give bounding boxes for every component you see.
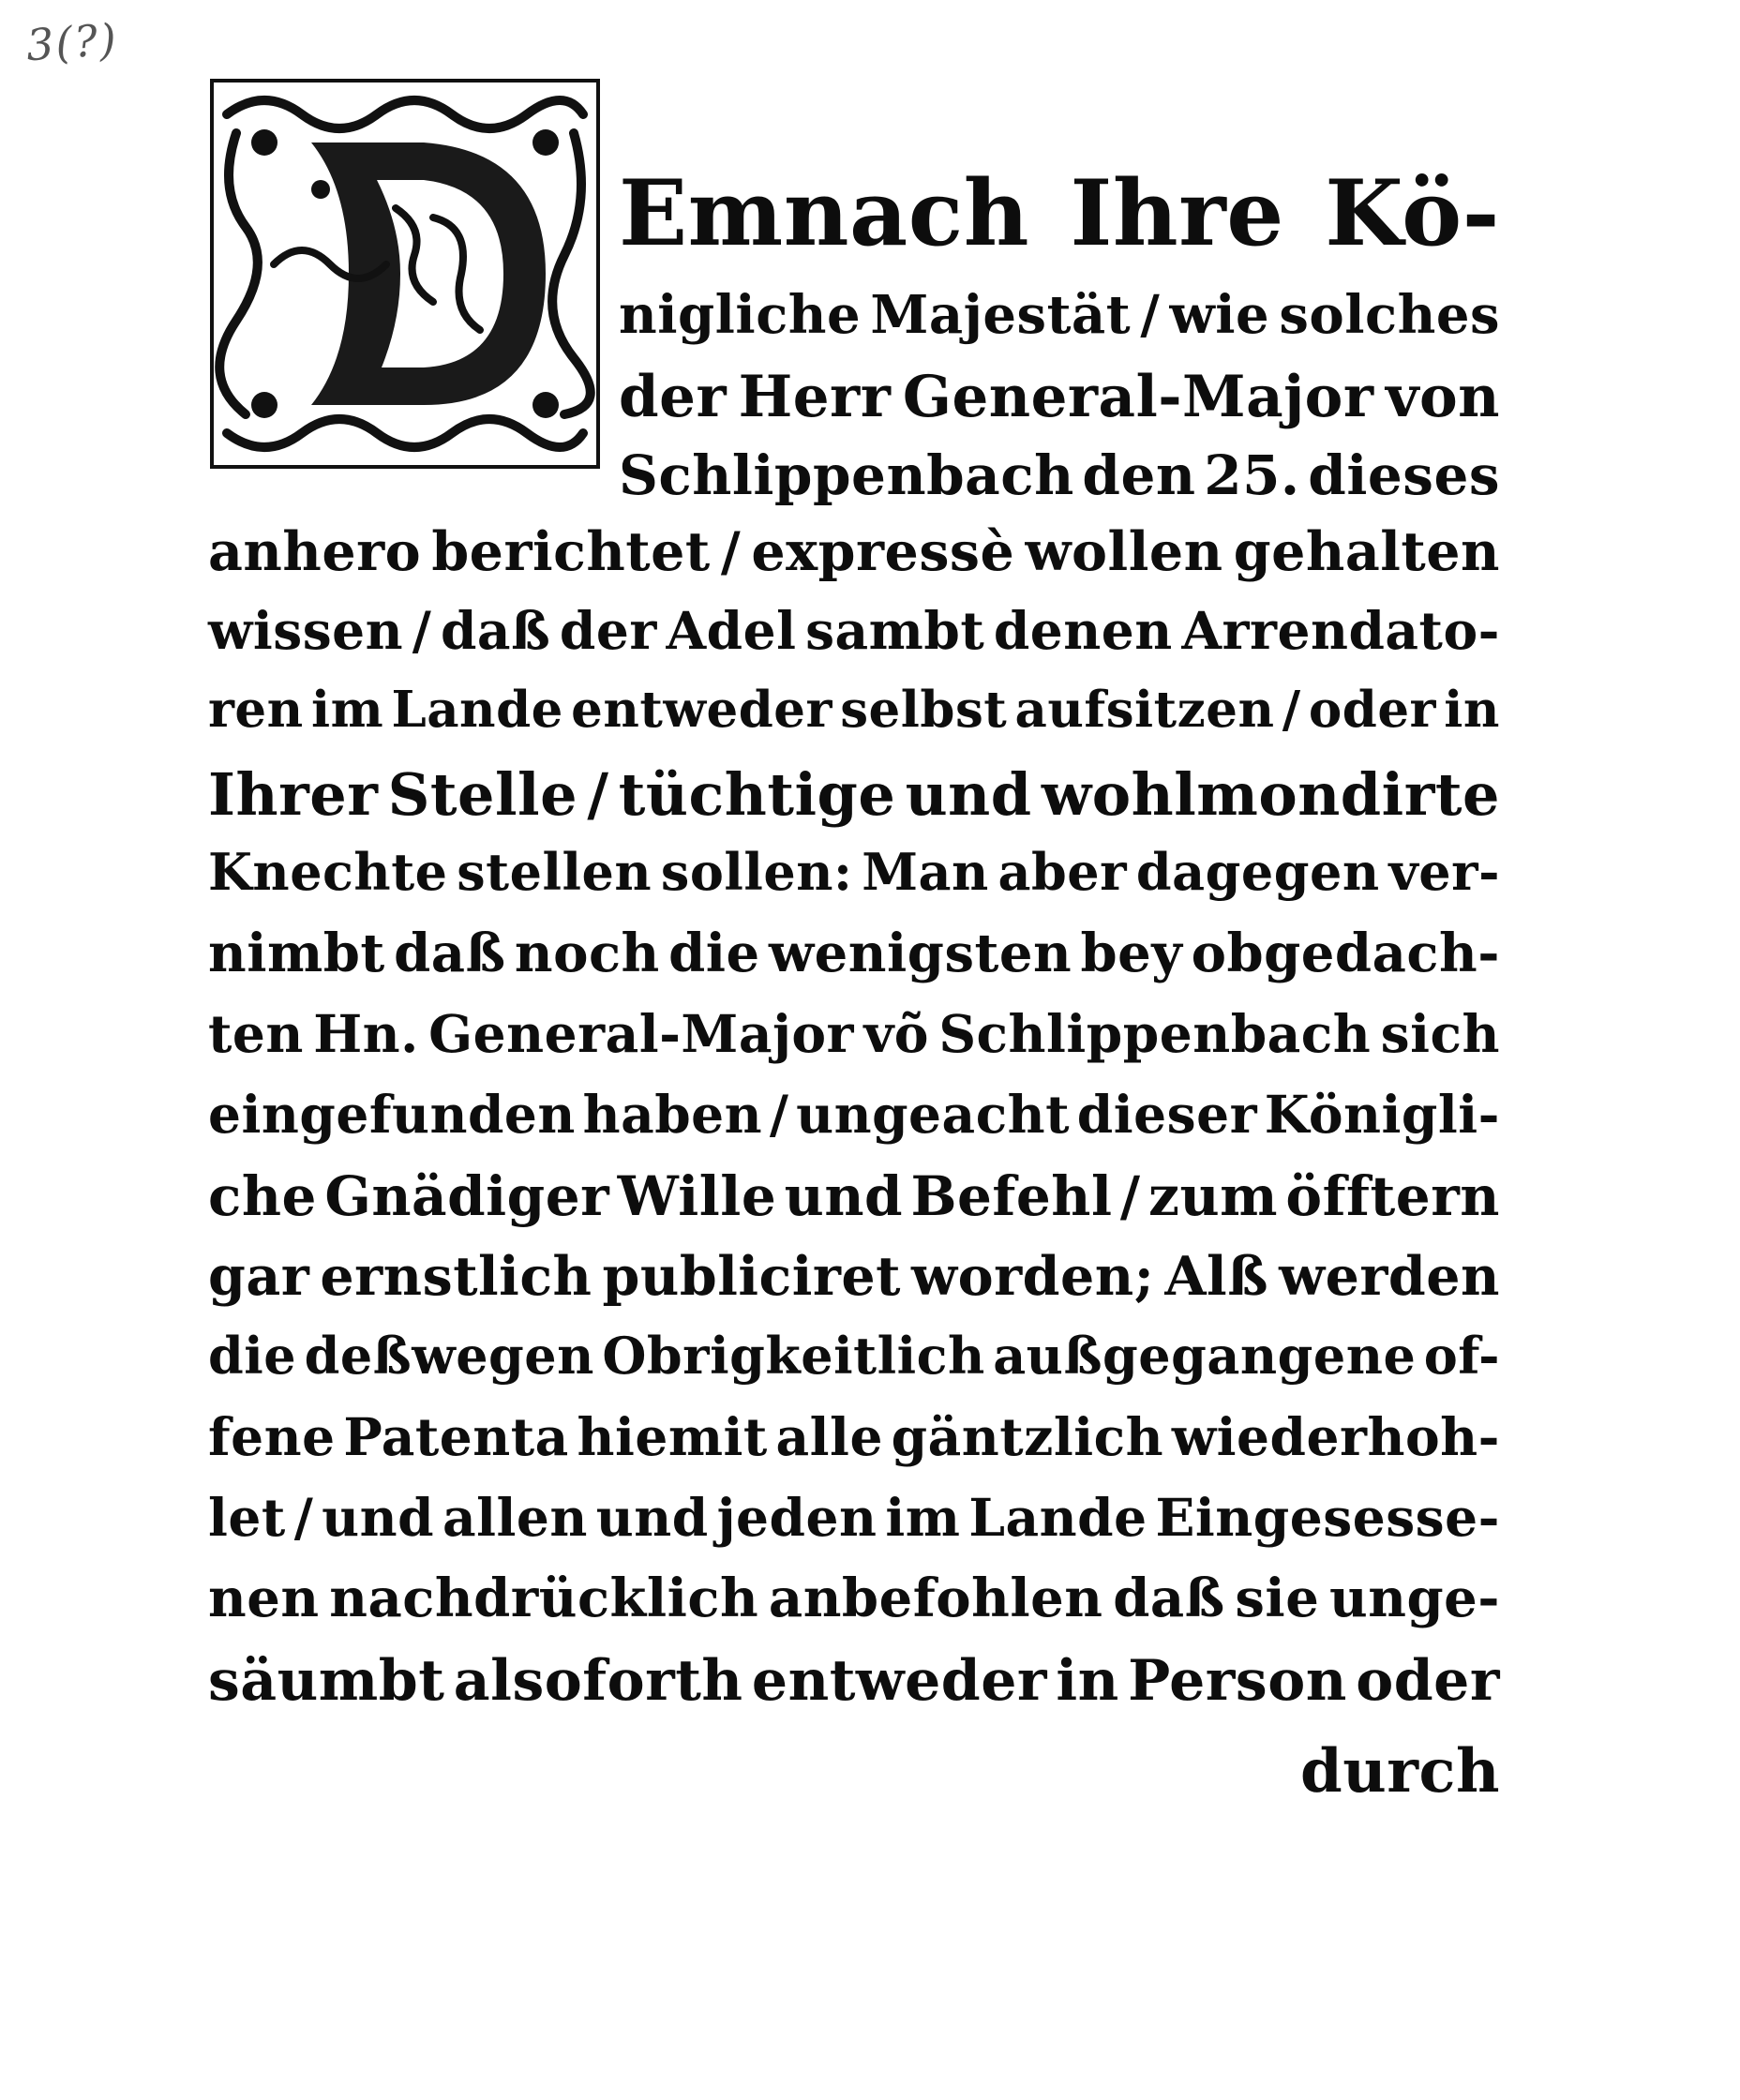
word: che <box>208 1164 317 1228</box>
word: entweder <box>571 681 832 739</box>
text-line <box>208 520 1500 583</box>
word: eingefunden <box>208 1084 576 1145</box>
word: tüchtige <box>618 760 896 829</box>
word: Hn. <box>313 1003 419 1064</box>
word: ten <box>208 1003 304 1064</box>
word: wie <box>1169 284 1270 346</box>
text-line <box>208 1003 1500 1064</box>
word: säumbt <box>208 1648 445 1714</box>
word: außgegangene <box>993 1326 1417 1386</box>
word: publiciret <box>602 1245 901 1308</box>
word: allen <box>442 1487 588 1548</box>
text-line <box>619 364 1500 430</box>
word: Königli- <box>1264 1084 1500 1145</box>
word: entweder <box>751 1648 1047 1714</box>
word: daß <box>1113 1568 1225 1629</box>
word: alsoforth <box>453 1648 743 1714</box>
word: of- <box>1423 1326 1500 1386</box>
word: anhero <box>208 520 422 583</box>
word: im <box>885 1487 961 1548</box>
word: / <box>293 1487 314 1548</box>
word: jeden <box>716 1487 878 1548</box>
word: berichtet <box>431 520 711 583</box>
word: und <box>322 1487 435 1548</box>
text-line <box>619 443 1500 507</box>
text-line <box>208 1648 1500 1714</box>
word: Schlippenbach <box>619 443 1074 507</box>
word: stellen <box>457 842 652 902</box>
word: obgedach- <box>1191 922 1500 984</box>
word: wissen <box>208 600 404 661</box>
word: selbst <box>840 681 1008 739</box>
word: wollen <box>1025 520 1223 583</box>
word: / <box>1119 1164 1141 1228</box>
word: Ihre <box>1070 160 1284 266</box>
word: im <box>310 681 384 739</box>
text-line <box>208 922 1500 984</box>
word: / <box>720 520 742 583</box>
word: Emnach <box>619 160 1029 266</box>
word: bey <box>1080 922 1183 984</box>
word: oder <box>1356 1648 1500 1714</box>
word: worden; <box>911 1245 1155 1308</box>
word: nen <box>208 1568 320 1629</box>
word: / <box>1282 681 1301 739</box>
word: fene <box>208 1406 336 1467</box>
word: dieses <box>1308 443 1500 507</box>
word: / <box>412 600 432 661</box>
word: aber <box>998 842 1128 902</box>
word: und <box>905 760 1032 829</box>
word: in <box>1444 681 1500 739</box>
word: / <box>1140 284 1161 346</box>
word: dieser <box>1076 1084 1258 1145</box>
text-line <box>208 1487 1500 1548</box>
text-line <box>619 284 1500 346</box>
word: / <box>769 1084 789 1145</box>
ornament-initial-icon <box>208 77 602 471</box>
text-line <box>208 1326 1500 1386</box>
word: sich <box>1380 1003 1500 1064</box>
word: Stelle <box>387 760 578 829</box>
word: gehalten <box>1233 520 1500 583</box>
word: Herr <box>738 364 892 430</box>
word: Obrigkeitlich <box>602 1326 985 1386</box>
word: noch <box>514 922 660 984</box>
word: sambt <box>805 600 985 661</box>
word: und <box>784 1164 904 1228</box>
word: dagegen <box>1135 842 1380 902</box>
word: sie <box>1235 1568 1320 1629</box>
word: aufsitzen <box>1014 681 1275 739</box>
word: öfftern <box>1285 1164 1500 1228</box>
word: oder <box>1308 681 1436 739</box>
word: Eingesesse- <box>1155 1487 1500 1548</box>
word: General-Major <box>902 364 1374 430</box>
word: anbefohlen <box>768 1568 1103 1629</box>
marginal-note: 3(?) <box>24 13 120 71</box>
word: Person <box>1128 1648 1347 1714</box>
text-line <box>208 1164 1500 1228</box>
word: denen <box>993 600 1173 661</box>
text-line <box>208 1568 1500 1629</box>
word: die <box>668 922 760 984</box>
text-line <box>208 1406 1500 1467</box>
word: daß <box>440 600 551 661</box>
word: unge- <box>1329 1568 1500 1629</box>
word: Knechte <box>208 842 448 902</box>
catchword: durch <box>1300 1736 1500 1807</box>
word: solches <box>1279 284 1500 346</box>
word: expressè <box>751 520 1015 583</box>
text-line <box>619 160 1500 266</box>
word: ernstlich <box>320 1245 592 1308</box>
word: alle <box>775 1406 883 1467</box>
decorated-initial <box>208 77 602 471</box>
word: in <box>1056 1648 1119 1714</box>
word: Patenta <box>343 1406 569 1467</box>
word: Gnädiger <box>324 1164 610 1228</box>
word: nimbt <box>208 922 385 984</box>
word: Kö- <box>1325 160 1500 266</box>
word: deßwegen <box>304 1326 594 1386</box>
word: von <box>1386 364 1500 430</box>
word: võ <box>863 1003 929 1064</box>
word: ver- <box>1388 842 1500 902</box>
word: Majestät <box>870 284 1132 346</box>
word: nachdrücklich <box>329 1568 759 1629</box>
word: der <box>559 600 657 661</box>
word: Alß <box>1164 1245 1269 1308</box>
word: ungeacht <box>796 1084 1071 1145</box>
word: Schlippenbach <box>938 1003 1372 1064</box>
word: wenigsten <box>768 922 1072 984</box>
word: Wille <box>617 1164 777 1228</box>
text-line <box>208 760 1500 829</box>
word: und <box>595 1487 709 1548</box>
word: werden <box>1279 1245 1500 1308</box>
word: let <box>208 1487 286 1548</box>
word: hiemit <box>577 1406 768 1467</box>
text-line <box>208 842 1500 902</box>
word: haben <box>582 1084 763 1145</box>
word: nigliche <box>619 284 862 346</box>
word: wohlmondirte <box>1041 760 1500 829</box>
word: gäntzlich <box>891 1406 1164 1467</box>
text-line <box>208 681 1500 739</box>
word: zum <box>1148 1164 1278 1228</box>
word: Ihrer <box>208 760 379 829</box>
word: Lande <box>968 1487 1148 1548</box>
word: Arrendato- <box>1181 600 1500 661</box>
word: Befehl <box>910 1164 1113 1228</box>
word: General-Major <box>428 1003 855 1064</box>
word: / <box>587 760 609 829</box>
word: Man <box>862 842 989 902</box>
word: ren <box>208 681 304 739</box>
word: den <box>1082 443 1196 507</box>
word: gar <box>208 1245 310 1308</box>
word: sollen: <box>660 842 853 902</box>
text-line <box>208 1245 1500 1308</box>
word: daß <box>394 922 506 984</box>
word: Adel <box>666 600 797 661</box>
word: die <box>208 1326 297 1386</box>
word: 25. <box>1204 443 1300 507</box>
text-line <box>208 1084 1500 1145</box>
word: Lande <box>391 681 563 739</box>
text-line <box>208 600 1500 661</box>
word: wiederhoh- <box>1171 1406 1500 1467</box>
word: der <box>619 364 728 430</box>
